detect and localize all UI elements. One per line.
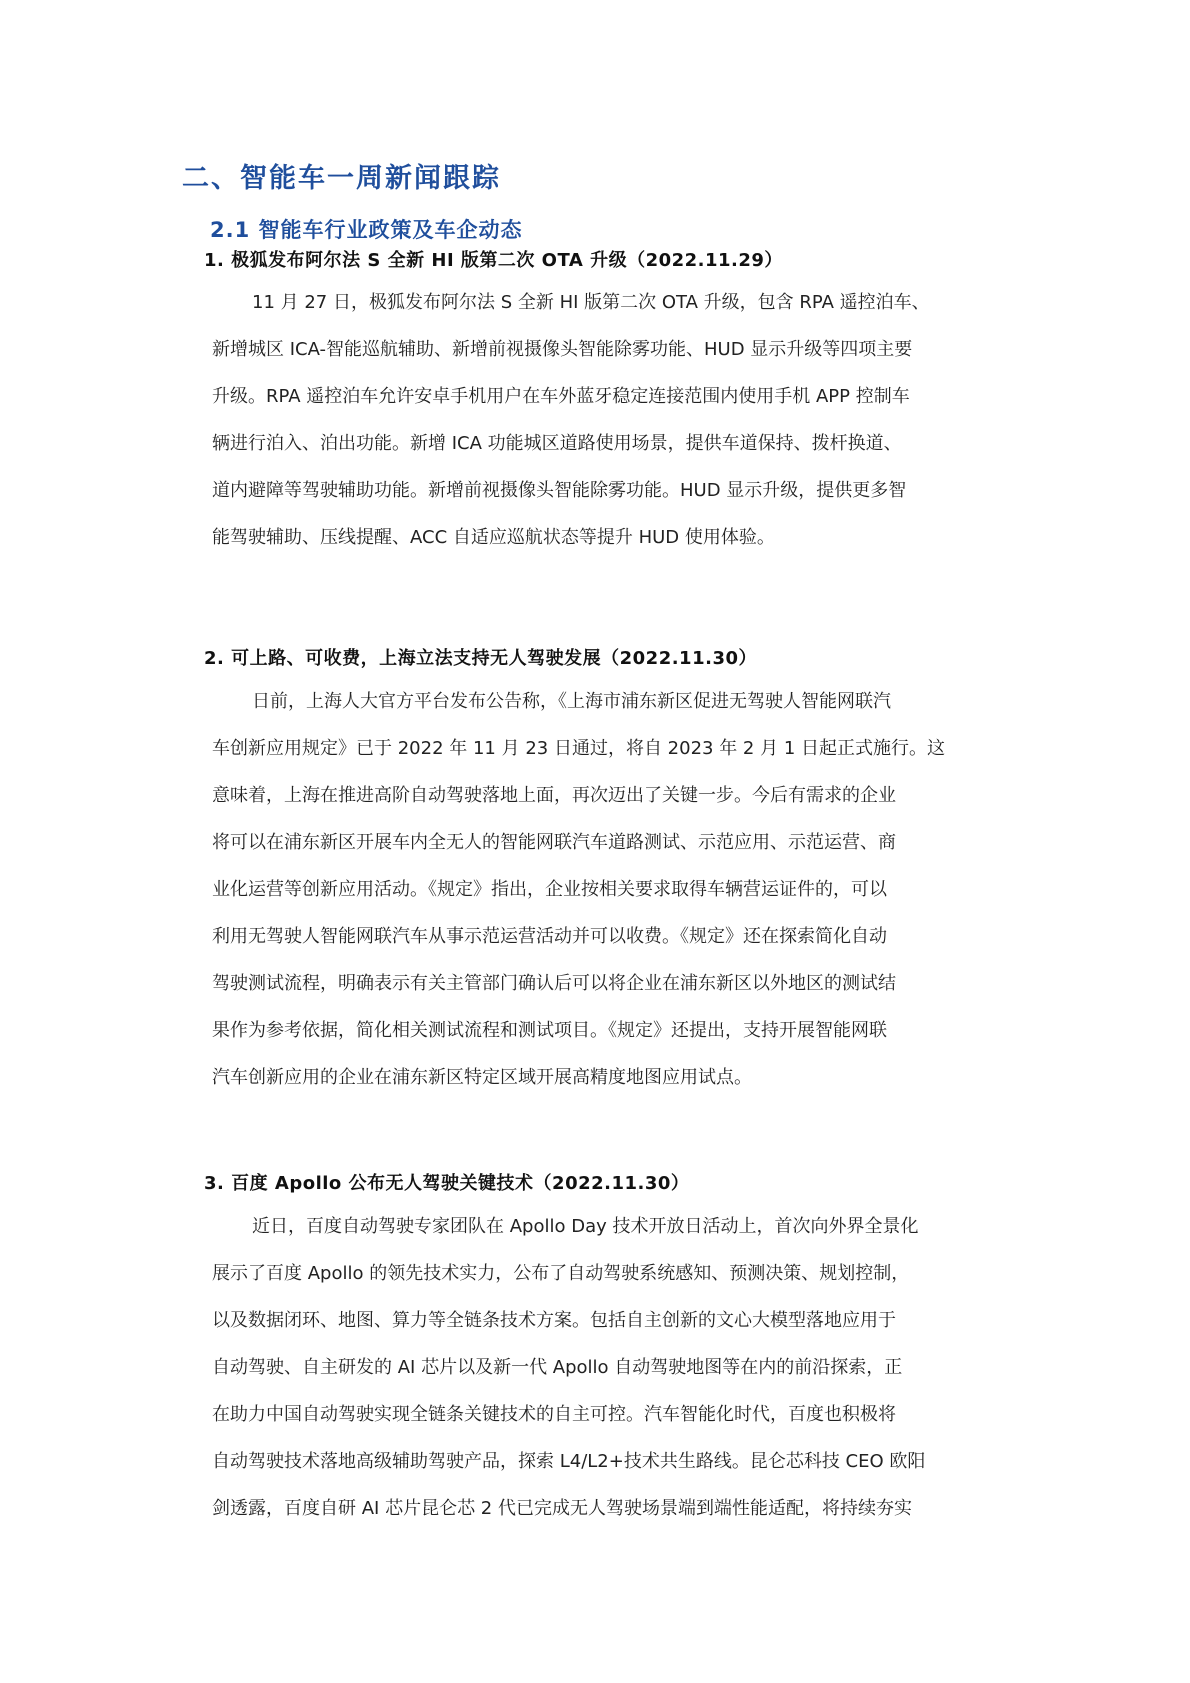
news-3-line: 以及数据闭环、地图、算力等全链条技术方案。包括自主创新的文心大模型落地应用于 [212, 1310, 896, 1331]
news-1-line: 辆进行泊入、泊出功能。新增 ICA 功能城区道路使用场景，提供车道保持、拨杆换道、 [212, 433, 902, 454]
news-2-line: 汽车创新应用的企业在浦东新区特定区域开展高精度地图应用试点。 [212, 1067, 752, 1088]
news-1-line: 新增城区 ICA-智能巡航辅助、新增前视摄像头智能除雾功能、HUD 显示升级等四项主要 [212, 339, 913, 360]
news-2-line: 业化运营等创新应用活动。《规定》指出，企业按相关要求取得车辆营运证件的，可以 [212, 879, 887, 900]
subsection-heading: 2.1 智能车行业政策及车企动态 [210, 218, 523, 242]
news-3-line: 自动驾驶技术落地高级辅助驾驶产品，探索 L4/L2+技术共生路线。昆仑芯科技 CEO 欧阳 [212, 1451, 926, 1472]
news-2-line: 将可以在浦东新区开展车内全无人的智能网联汽车道路测试、示范应用、示范运营、商 [212, 832, 896, 853]
section-heading: 二、智能车一周新闻跟踪 [182, 163, 501, 194]
news-2-line: 日前，上海人大官方平台发布公告称，《上海市浦东新区促进无驾驶人智能网联汽 [252, 691, 891, 712]
news-2-line: 利用无驾驶人智能网联汽车从事示范运营活动并可以收费。《规定》还在探索简化自动 [212, 926, 887, 947]
news-3-line: 在助力中国自动驾驶实现全链条关键技术的自主可控。汽车智能化时代，百度也积极将 [212, 1404, 896, 1425]
news-3-line: 近日，百度自动驾驶专家团队在 Apollo Day 技术开放日活动上，首次向外界全景化 [252, 1216, 919, 1237]
news-3-line: 自动驾驶、自主研发的 AI 芯片以及新一代 Apollo 自动驾驶地图等在内的前沿探索，正 [212, 1357, 903, 1378]
news-2-line: 驾驶测试流程，明确表示有关主管部门确认后可以将企业在浦东新区以外地区的测试结 [212, 973, 896, 994]
news-3-title: 3. 百度 Apollo 公布无人驾驶关键技术（2022.11.30） [204, 1173, 690, 1194]
news-2-line: 果作为参考依据，简化相关测试流程和测试项目。《规定》还提出，支持开展智能网联 [212, 1020, 887, 1041]
news-1-line: 能驾驶辅助、压线提醒、ACC 自适应巡航状态等提升 HUD 使用体验。 [212, 527, 775, 548]
news-1-line: 11 月 27 日，极狐发布阿尔法 S 全新 HI 版第二次 OTA 升级，包含 RPA 遥控泊车、 [252, 292, 930, 313]
news-2-title: 2. 可上路、可收费，上海立法支持无人驾驶发展（2022.11.30） [204, 648, 757, 669]
news-1-title: 1. 极狐发布阿尔法 S 全新 HI 版第二次 OTA 升级（2022.11.29） [204, 250, 783, 271]
news-3-line: 展示了百度 Apollo 的领先技术实力，公布了自动驾驶系统感知、预测决策、规划控制， [212, 1263, 910, 1284]
news-1-body [212, 279, 1008, 561]
news-2-line: 意味着，上海在推进高阶自动驾驶落地上面，再次迈出了关键一步。今后有需求的企业 [212, 785, 896, 806]
news-3-body [212, 1203, 1008, 1532]
news-1-line: 升级。RPA 遥控泊车允许安卓手机用户在车外蓝牙稳定连接范围内使用手机 APP 控制车 [212, 386, 910, 407]
news-1-line: 道内避障等驾驶辅助功能。新增前视摄像头智能除雾功能。HUD 显示升级，提供更多智 [212, 480, 907, 501]
news-3-line: 剑透露，百度自研 AI 芯片昆仑芯 2 代已完成无人驾驶场景端到端性能适配，将持续夯实 [212, 1498, 912, 1519]
news-2-line: 车创新应用规定》已于 2022 年 11 月 23 日通过，将自 2023 年 2 月 1 日起正式施行。这 [212, 738, 945, 759]
news-2-body [212, 678, 1008, 1101]
